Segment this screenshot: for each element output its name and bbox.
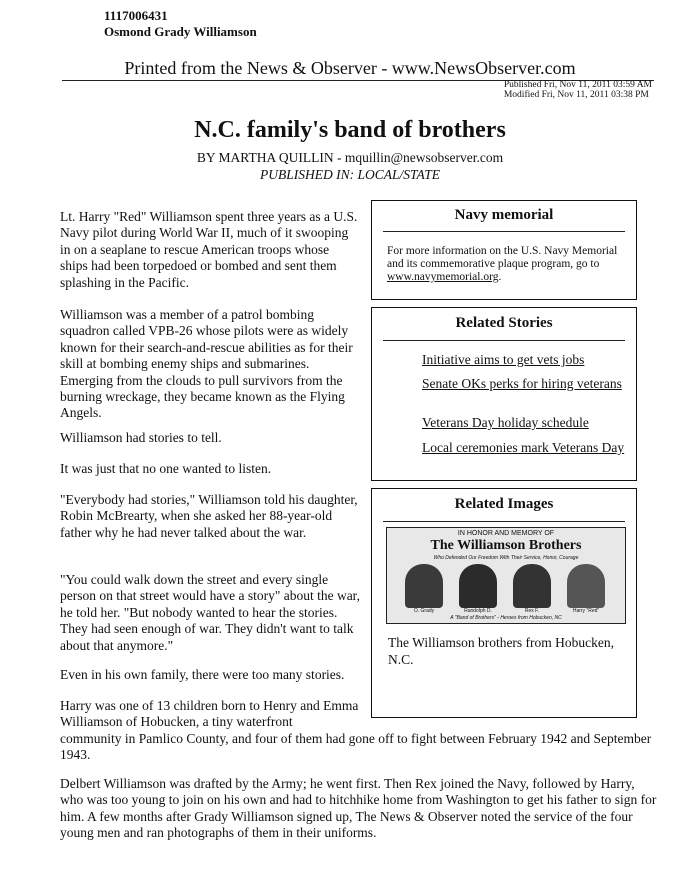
- navy-memorial-description: For more information on the U.S. Navy Memorial and its commemorative plaque program, go to: [387, 245, 618, 270]
- article-paragraph: community in Pamlico County, and four of them had gone off to fight between February 1942 and September 1943.: [60, 731, 652, 763]
- related-images-box: [371, 488, 637, 718]
- photo-footer: A "Band of Brothers" - Heroes from Hobucken, NC: [450, 615, 562, 621]
- image-caption: The Williamson brothers from Hobucken, N.C.: [388, 635, 615, 667]
- subject-name: Osmond Grady Williamson: [104, 24, 257, 39]
- published-date: Published Fri, Nov 11, 2011 03:59 AM: [503, 80, 652, 90]
- box-divider: [383, 231, 625, 232]
- portrait-label: Randolph D.: [464, 608, 492, 614]
- williamson-brothers-photo[interactable]: [386, 527, 626, 624]
- article-paragraph: It was just that no one wanted to listen.: [60, 461, 272, 476]
- photo-subheading: Who Defended Our Freedom With Their Service, Honor, Courage: [433, 555, 579, 561]
- portrait-label: Rex F.: [524, 608, 540, 614]
- modified-date: Modified Fri, Nov 11, 2011 03:38 PM: [503, 90, 649, 100]
- article-paragraph: Harry was one of 13 children born to Henry and Emma Williamson of Hobucken, a tiny waterfront: [60, 698, 359, 730]
- navy-memorial-box: [371, 200, 637, 300]
- article-paragraph: Williamson had stories to tell.: [60, 430, 222, 445]
- article-paragraph: Delbert Williamson was drafted by the Army; he went first. Then Rex joined the Navy, followed by Harry, who was too young to join on his own and had to hitchhike home from Washington to get his father to sign for him. A few months after Grady Williamson signed up, The News & Observer noted the service of the four young men and ran photographs of them in their uniforms.: [60, 776, 657, 841]
- printed-from-line: Printed from the News & Observer - www.NewsObserver.com: [124, 58, 576, 78]
- photo-heading-big: The Williamson Brothers: [430, 538, 582, 553]
- document-id: 1117006431: [104, 8, 168, 23]
- article-paragraph: Lt. Harry "Red" Williamson spent three years as a U.S. Navy pilot during World War II, much of it swooping in on a seaplane to rescue American troops whose ships had been torpedoed or bombed and sent them splashing in the Pacific.: [60, 209, 358, 290]
- portrait-photo: [513, 564, 551, 608]
- article-paragraph: "Everybody had stories," Williamson told his daughter, Robin McBrearty, when she asked her 88-year-old father why he had never talked about the war.: [60, 492, 358, 540]
- related-story-link[interactable]: Senate OKs perks for hiring veterans: [422, 376, 622, 391]
- portrait-photo: [567, 564, 605, 608]
- portrait-label: O. Grady: [413, 608, 435, 614]
- article-title: N.C. family's band of brothers: [194, 117, 506, 143]
- navy-memorial-period: .: [498, 271, 502, 283]
- navy-memorial-link[interactable]: www.navymemorial.org: [387, 271, 499, 283]
- related-story-link[interactable]: Veterans Day holiday schedule: [422, 415, 589, 430]
- published-in: PUBLISHED IN: LOCAL/STATE: [259, 167, 440, 182]
- related-story-link[interactable]: Local ceremonies mark Veterans Day: [422, 440, 625, 455]
- portrait-photo: [405, 564, 443, 608]
- article-paragraph: Even in his own family, there were too many stories.: [60, 667, 345, 682]
- related-stories-title: Related Stories: [455, 315, 553, 331]
- related-story-link[interactable]: Initiative aims to get vets jobs: [422, 352, 585, 367]
- related-images-title: Related Images: [454, 496, 554, 512]
- article-paragraph: "You could walk down the street and every single person on that street would have a story" about the war, he told her. "But nobody wanted to hear the stories. They had seen enough of war. They didn't want to talk about that anymore.": [60, 572, 361, 653]
- publication-dates: [504, 80, 652, 100]
- photo-heading-small: IN HONOR AND MEMORY OF: [457, 530, 555, 537]
- article-paragraph: Williamson was a member of a patrol bombing squadron called VPB-26 whose pilots were as widely known for their search-and-rescue abilities as for their skill at bombing enemy ships and submarines. Emerging from the clouds to pull survivors from the burning wreckage, they became known as the Flying Angels.: [60, 307, 353, 421]
- box-divider: [383, 521, 625, 522]
- navy-memorial-title: Navy memorial: [454, 207, 554, 223]
- article-byline: BY MARTHA QUILLIN - mquillin@newsobserver.com: [196, 150, 504, 165]
- document-header: [104, 8, 257, 40]
- portrait-photo: [459, 564, 497, 608]
- portrait-label: Harry "Red": [572, 608, 600, 614]
- box-divider: [383, 340, 625, 341]
- related-stories-box: [371, 307, 637, 481]
- navy-memorial-text: [387, 245, 627, 284]
